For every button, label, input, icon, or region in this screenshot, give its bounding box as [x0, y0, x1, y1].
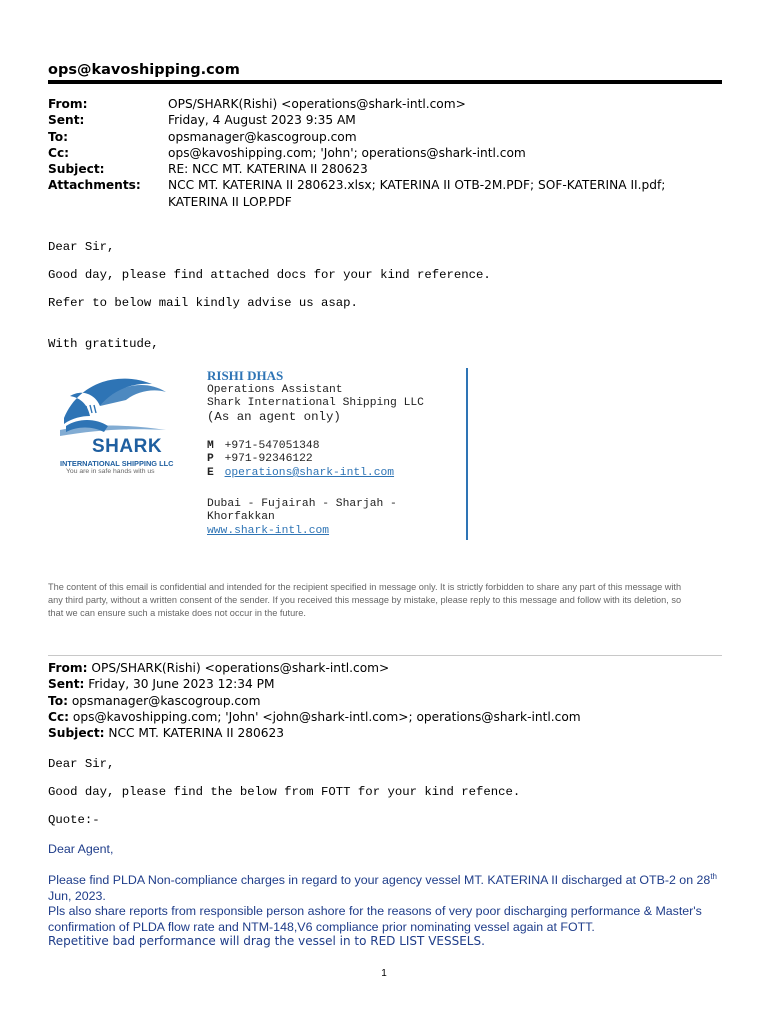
signature-locations: Dubai - Fujairah - Sharjah -	[207, 498, 397, 510]
subject-label: Subject:	[48, 162, 105, 177]
page-number: 1	[381, 968, 387, 979]
quoted-paragraph-3: Repetitive bad performance will drag the vessel in to RED LIST VESSELS.	[48, 934, 485, 948]
subject-value: RE: NCC MT. KATERINA II 280623	[168, 162, 368, 177]
to-row-2	[48, 693, 581, 709]
signature-note: (As an agent only)	[207, 410, 341, 424]
cc-label: Cc:	[48, 145, 70, 160]
signature-mobile	[207, 440, 319, 452]
subject-row	[48, 161, 728, 177]
body-closing: With gratitude,	[48, 337, 159, 351]
quoted-paragraph-2: Pls also share reports from responsible person ashore for the reasons of very poor discharging performance & Master's confirmation of PLDA flow rate and NTM-148,V6 compliance prior nominating vessel again at FOTT.	[48, 904, 702, 934]
signature-title: Operations Assistant	[207, 384, 343, 396]
cc-row	[48, 145, 728, 161]
shark-logo	[56, 366, 186, 478]
mobile-label: M	[207, 440, 214, 452]
thread-separator	[48, 655, 722, 656]
header-rule	[48, 80, 722, 84]
sent-value-2: Friday, 30 June 2023 12:34 PM	[88, 677, 275, 692]
email-label: E	[207, 467, 214, 479]
signature-locations-2: Khorfakkan	[207, 511, 275, 523]
subject-value-2: NCC MT. KATERINA II 280623	[108, 726, 284, 741]
confidentiality-disclaimer: The content of this email is confidential and intended for the recipient specified in message only. It is strictly forbidden to share any part of this message with any third party, without a written consent of the sender. If you received this message by mistake, please reply to this message and follow with its deletion, so that we can ensure such a mistake does not occur in the future.	[48, 582, 682, 618]
from-label: From:	[48, 97, 88, 111]
quoted-greeting: Dear Agent,	[48, 842, 114, 856]
to-label-2: To:	[48, 693, 68, 708]
body-greeting: Dear Sir,	[48, 240, 115, 254]
from-label-2: From:	[48, 661, 88, 675]
from-row	[48, 96, 728, 112]
from-value: OPS/SHARK(Rishi) <operations@shark-intl.com>	[168, 97, 466, 111]
to-row	[48, 129, 728, 145]
attachments-value[interactable]: NCC MT. KATERINA II 280623.xlsx; KATERINA II OTB-2M.PDF; SOF-KATERINA II.pdf; KATERINA II LOP.PDF	[168, 178, 666, 209]
logo-text: SHARK	[92, 436, 163, 457]
para1-superscript: th	[710, 871, 717, 881]
logo-tagline: You are in safe hands with us	[66, 468, 155, 475]
signature-phone	[207, 453, 313, 465]
to-value-2: opsmanager@kascogroup.com	[71, 693, 261, 708]
cc-value-2: ops@kavoshipping.com; 'John' <john@shark-intl.com>; operations@shark-intl.com	[72, 709, 581, 724]
phone-value: +971-92346122	[224, 453, 313, 465]
signature-company: Shark International Shipping LLC	[207, 397, 424, 409]
subject-label-2: Subject:	[48, 726, 105, 741]
sent-label: Sent:	[48, 113, 85, 128]
body2-greeting: Dear Sir,	[48, 757, 115, 771]
sent-value: Friday, 4 August 2023 9:35 AM	[168, 113, 356, 128]
quoted-paragraph-1	[48, 872, 728, 904]
body-line-2: Refer to below mail kindly advise us asap.	[48, 296, 358, 310]
from-value-2: OPS/SHARK(Rishi) <operations@shark-intl.com>	[91, 661, 390, 675]
para1-text: Please find PLDA Non-compliance charges in regard to your agency vessel MT. KATERINA II discharged at OTB-2 on 28	[48, 873, 711, 887]
to-value: opsmanager@kascogroup.com	[168, 129, 357, 144]
body2-line-1: Good day, please find the below from FOTT for your kind refence.	[48, 785, 521, 799]
sent-row-2	[48, 676, 581, 692]
attachments-row	[48, 177, 728, 210]
logo-subtitle: INTERNATIONAL SHIPPING LLC	[60, 459, 174, 468]
signature-email	[207, 467, 394, 479]
mobile-value: +971-547051348	[224, 440, 320, 452]
to-label: To:	[48, 129, 68, 144]
body-line-1: Good day, please find attached docs for your kind reference.	[48, 268, 491, 282]
phone-label: P	[207, 453, 214, 465]
cc-row-2	[48, 709, 581, 725]
subject-row-2	[48, 725, 581, 741]
signature-divider	[466, 368, 468, 540]
from-row-2	[48, 660, 581, 676]
cc-value: ops@kavoshipping.com; 'John'; operations@shark-intl.com	[168, 145, 526, 160]
mailbox-account: ops@kavoshipping.com	[48, 62, 240, 78]
para1-text-end: Jun, 2023.	[48, 889, 106, 903]
website-link[interactable]: www.shark-intl.com	[207, 525, 330, 537]
quoted-email-header	[48, 660, 581, 741]
email-header	[48, 96, 728, 210]
attachments-label: Attachments:	[48, 178, 141, 193]
body2-quote-marker: Quote:-	[48, 813, 100, 827]
email-link[interactable]: operations@shark-intl.com	[224, 467, 395, 479]
cc-label-2: Cc:	[48, 709, 70, 724]
sent-label-2: Sent:	[48, 677, 85, 692]
sent-row	[48, 112, 728, 128]
signature-name: RISHI DHAS	[207, 368, 284, 383]
